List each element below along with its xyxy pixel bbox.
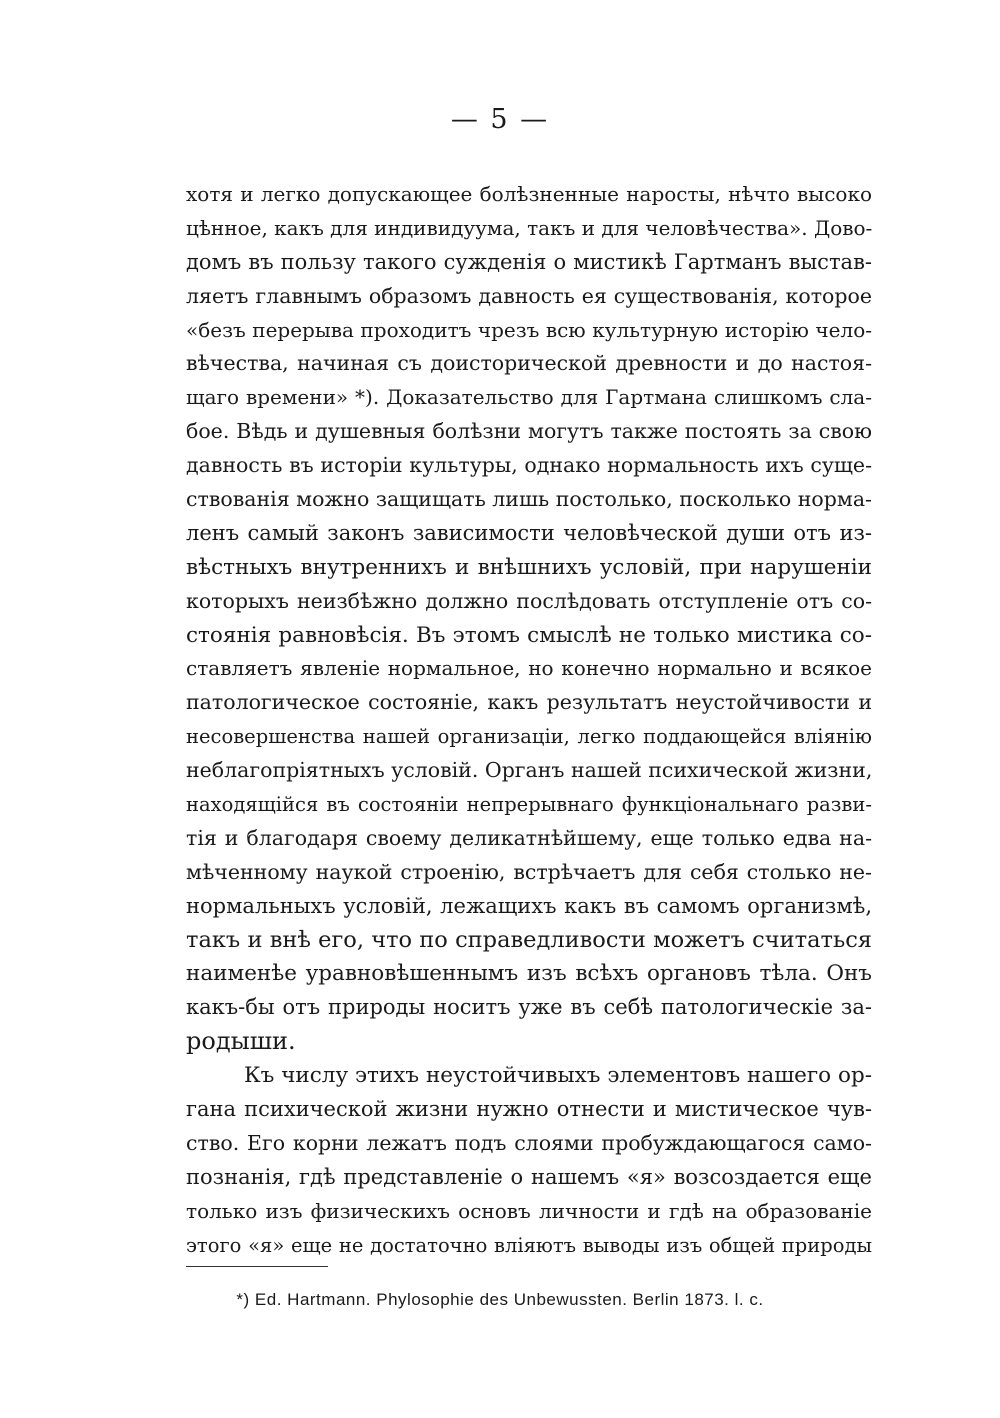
text-line: бое. Вѣдь и душевныя болѣзни могутъ также постоять за свою — [186, 419, 872, 444]
footnote: *) Ed. Hartmann. Phylosophie des Unbewussten. Berlin 1873. l. c. — [236, 1290, 764, 1309]
text-line: мѣченному наукой строенію, встрѣчаетъ для себя столько не- — [186, 859, 872, 884]
text-line: щаго времени» *). Доказательство для Гартмана слишкомъ сла- — [186, 385, 872, 410]
footnote-divider — [186, 1266, 328, 1267]
text-line: такъ и внѣ его, что по справедливости можетъ считаться — [186, 926, 872, 953]
text-line: стоянія равновѣсія. Въ этомъ смыслѣ не только мистика со- — [186, 622, 872, 648]
text-line: несовершенства нашей организаціи, легко поддающейся вліянію — [186, 725, 872, 749]
text-line: находящійся въ состояніи непрерывнаго функціональнаго разви- — [186, 793, 872, 817]
text-line: родыши. — [186, 1027, 296, 1056]
paragraph-1 — [186, 178, 872, 1059]
text-line: ставляетъ явленіе нормальное, но конечно нормально и всякое — [186, 656, 872, 681]
text-line: нормальныхъ условій, лежащихъ какъ въ самомъ организмѣ, — [186, 893, 872, 918]
text-line: которыхъ неизбѣжно должно послѣдовать отступленіе отъ со- — [186, 588, 872, 613]
text-line: Къ числу этихъ неустойчивыхъ элементовъ нашего ор- — [244, 1063, 872, 1089]
text-line: только изъ физическихъ основъ личности и гдѣ на образованіе — [186, 1198, 872, 1223]
text-line: вѣчества, начиная съ доисторической древности и до настоя- — [186, 351, 872, 376]
text-line: какъ-бы отъ природы носитъ уже въ себѣ патологическіе за- — [186, 995, 872, 1020]
text-line: цѣнное, какъ для индивидуума, такъ и для человѣчества». Дово- — [186, 215, 872, 240]
text-line: тія и благодаря своему деликатнѣйшему, еще только едва на- — [186, 825, 872, 850]
text-line: неблагопріятныхъ условій. Органъ нашей психической жизни, — [186, 758, 872, 783]
page-number: — 5 — — [450, 104, 550, 135]
text-line: хотя и легко допускающее болѣзненные наросты, нѣчто высоко — [186, 182, 872, 206]
text-line: гана психической жизни нужно отнести и мистическое чув- — [186, 1097, 872, 1122]
text-line: домъ въ пользу такого сужденія о мистикѣ Гартманъ выстав- — [186, 249, 872, 274]
text-line: ленъ самый законъ зависимости человѣческой души отъ из- — [186, 520, 872, 545]
text-line: ляетъ главнымъ образомъ давность ея существованія, которое — [186, 283, 872, 308]
body-text — [186, 178, 872, 1263]
text-line: давность въ исторіи культуры, однако нормальность ихъ суще- — [186, 453, 872, 478]
text-line: патологическое состояніе, какъ результатъ неустойчивости и — [186, 690, 872, 715]
text-line: этого «я» еще не достаточно вліяютъ выводы изъ общей природы — [186, 1233, 872, 1257]
text-line: познанія, гдѣ представленіе о нашемъ «я» возсоздается еще — [186, 1164, 872, 1189]
text-line: ство. Его корни лежатъ подъ слоями пробуждающагося само- — [186, 1130, 872, 1155]
text-line: вѣстныхъ внутреннихъ и внѣшнихъ условій, при нарушеніи — [186, 554, 872, 580]
text-line: «безъ перерыва проходитъ чрезъ всю культурную исторію чело- — [186, 317, 872, 342]
text-line: ствованія можно защищать лишь постолько, посколько норма- — [186, 487, 872, 512]
paragraph-2 — [186, 1059, 872, 1262]
text-line: наименѣе уравновѣшеннымъ изъ всѣхъ органовъ тѣла. Онъ — [186, 961, 872, 987]
